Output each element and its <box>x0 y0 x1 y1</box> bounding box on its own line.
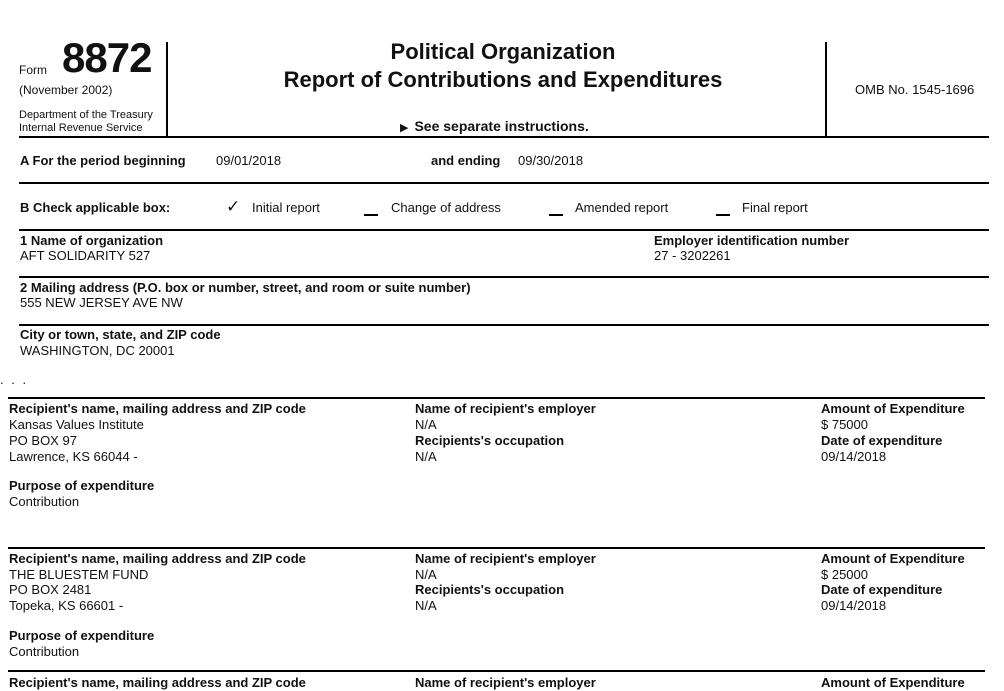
recipient-label: Recipient's name, mailing address and ZIP code <box>9 675 306 690</box>
amount-label: Amount of Expenditure <box>821 551 965 566</box>
ellipsis: . . . <box>0 372 29 387</box>
date-label: Date of expenditure <box>821 433 943 448</box>
rule <box>19 136 989 138</box>
option-initial-report: Initial report <box>252 200 320 215</box>
checkbox-change-of-address[interactable] <box>364 214 378 216</box>
form-number: 8872 <box>62 34 152 81</box>
amount-value: $ 25000 <box>821 567 868 582</box>
rule <box>8 547 985 549</box>
recipient-address: PO BOX 2481 <box>9 582 92 597</box>
recipient-city: Topeka, KS 66601 - <box>9 598 124 613</box>
recipient-name: Kansas Values Institute <box>9 417 144 432</box>
date-label: Date of expenditure <box>821 582 943 597</box>
form-title-line1: Political Organization <box>390 39 616 64</box>
employer-label: Name of recipient's employer <box>415 551 596 566</box>
rule <box>8 670 985 672</box>
occupation-value: N/A <box>415 598 437 613</box>
rule <box>19 276 989 278</box>
rule <box>8 397 985 399</box>
amount-label: Amount of Expenditure <box>821 401 965 416</box>
period-begin: 09/01/2018 <box>216 153 282 168</box>
mailing-address-label: 2 Mailing address (P.O. box or number, street, and room or suite number) <box>20 280 471 295</box>
recipient-city: Lawrence, KS 66044 - <box>9 449 138 464</box>
purpose-value: Contribution <box>9 644 80 659</box>
org-name: AFT SOLIDARITY 527 <box>20 248 151 263</box>
amount-label: Amount of Expenditure <box>821 675 965 690</box>
form-title-line2: Report of Contributions and Expenditures <box>283 67 723 92</box>
purpose-label: Purpose of expenditure <box>9 628 155 643</box>
checkbox-final-report[interactable] <box>716 214 730 216</box>
period-label: A For the period beginning <box>20 153 186 168</box>
recipient-label: Recipient's name, mailing address and ZIP code <box>9 551 306 566</box>
ein-value: 27 - 3202261 <box>654 248 731 263</box>
date-value: 09/14/2018 <box>821 598 887 613</box>
ein-label: Employer identification number <box>654 233 850 248</box>
rule <box>19 182 989 184</box>
check-box-label: B Check applicable box: <box>20 200 171 215</box>
department-name: Department of the Treasury <box>19 109 153 121</box>
checkmark-icon[interactable]: ✓ <box>226 197 241 216</box>
period-end: 09/30/2018 <box>518 153 584 168</box>
option-final-report: Final report <box>742 200 808 215</box>
employer-value: N/A <box>415 567 437 582</box>
form-label: Form <box>19 63 47 77</box>
occupation-value: N/A <box>415 449 437 464</box>
amount-value: $ 75000 <box>821 417 868 432</box>
omb-number: OMB No. 1545-1696 <box>855 82 975 97</box>
employer-value: N/A <box>415 417 437 432</box>
rule <box>19 324 989 326</box>
recipient-label: Recipient's name, mailing address and ZIP code <box>9 401 306 416</box>
form-date: (November 2002) <box>19 83 113 97</box>
recipient-name: THE BLUESTEM FUND <box>9 567 149 582</box>
city-label: City or town, state, and ZIP code <box>20 327 221 342</box>
date-value: 09/14/2018 <box>821 449 887 464</box>
service-name: Internal Revenue Service <box>19 122 143 134</box>
occupation-label: Recipients's occupation <box>415 582 565 597</box>
recipient-address: PO BOX 97 <box>9 433 77 448</box>
city-value: WASHINGTON, DC 20001 <box>20 343 175 358</box>
purpose-value: Contribution <box>9 494 80 509</box>
purpose-label: Purpose of expenditure <box>9 478 155 493</box>
mailing-address: 555 NEW JERSEY AVE NW <box>20 295 183 310</box>
employer-label: Name of recipient's employer <box>415 401 596 416</box>
option-change-of-address: Change of address <box>391 200 501 215</box>
checkbox-amended-report[interactable] <box>549 214 563 216</box>
instructions-note <box>400 118 589 137</box>
occupation-label: Recipients's occupation <box>415 433 565 448</box>
rule <box>19 229 989 231</box>
option-amended-report: Amended report <box>575 200 669 215</box>
instructions-text: See separate instructions. <box>414 118 589 134</box>
org-name-label: 1 Name of organization <box>20 233 164 248</box>
employer-label: Name of recipient's employer <box>415 675 596 690</box>
triangle-right-icon: ▶ <box>400 122 409 134</box>
period-end-label: and ending <box>431 153 501 168</box>
